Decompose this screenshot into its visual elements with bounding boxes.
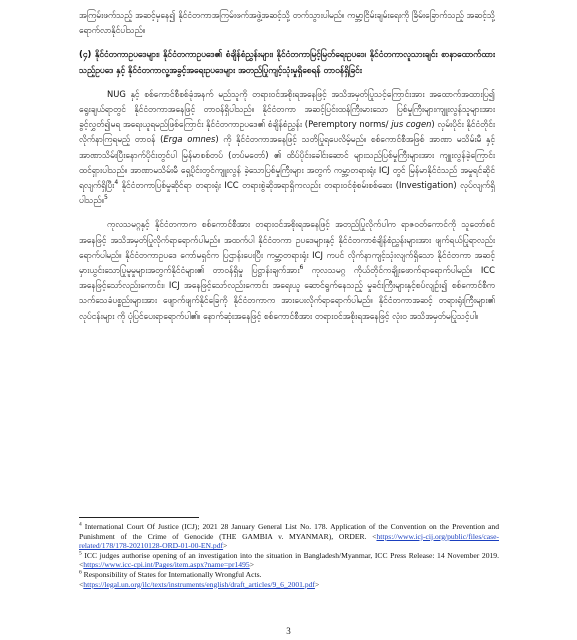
footnote-4 [79,522,499,551]
page-number: 3 [286,626,291,636]
footnotes [79,522,499,589]
section-heading: (၄) နိုင်ငံတကာဥပဒေများ၊ နိုင်ငံတကာဥပဒေ၏ စံချိန်စံညွှန်းများ၊ နိုင်ငံတကာမြင့်မြတ်ရေးဥပဒေ၊ နိုင်ငံတကာလူသားချင်း စာနာထောက်ထားသည့်ဥပဒေ နှင့် နိုင်ငံတကာလူ့အခွင့်အရေးဥပဒေများ အတည်ပြုကျင့်သုံးမှုရှိစေရန် တာဝန်ရှိခြင်း [79,49,495,75]
paragraph-un-recognition [79,217,495,323]
paragraph-nug-recognition [79,87,495,209]
footnote-ref-6[interactable]: 6 [299,264,304,272]
footnote-5 [79,551,499,570]
paragraph-text: ကုလသမဂ္ဂ ကိုယ်တိုင်ကချိုးဖောက်ရာရောက်ပါမည်။ ICC အနေဖြင့်သော်လည်းကောင်း၊ ICJ အနေဖြင့်သော်လည်းကောင်း အရေးယူ ဆောင်ရွက်နေသည့် မှုခင်းကြီးများနှင့်စပ်လျဉ်း၍ စစ်ကောင်စီက သက်သေခံပစ္စည်းများအား ဖျောက်ဖျက်နိုင်ခြေကို နိုင်ငံတကာက အားပေးလိုက်ရာရောက်ပါမည်။ နိုင်ငံတကာအဆင့် တရားရုံးကြီးများ၏ လုပ်ငန်းများ ကို ပုံပြင်ပေးရာရောက်ပါ၏။ နောက်ဆုံးအနေဖြင့် စစ်ကောင်စီအား တရားဝင်အစိုးရအနေဖြင့် လုံးဝ အသိအမှတ်မပြုသင့်ပါ။ [79,265,495,321]
term-peremptory-norms: Peremptory norms/ [308,119,392,130]
paragraph-continuation: အကြမ်းဖက်သည့် အဆင့်မှနေ၍ နိုင်ငံတကာအကြမ်းဖက်အဖွဲ့အဆင့်သို့ တက်သွားပါမည်။ ကမ္ဘာ့ငြိမ်းချမ်းရေးကို ခြိမ်းခြောက်သည့် အဆင့်သို့ရောက်လာနိုင်ပါသည်။ [79,10,495,36]
term-erga-omnes: Erga omnes [163,134,216,145]
footnote-number: 4 [79,521,82,528]
footnote-link[interactable]: https://www.icj-cij.org/public/files/case-related/178/178-20210128-ORD-01-00-EN.pdf [79,531,499,551]
paragraph-text: ကုလသမဂ္ဂနှင့် နိုင်ငံတကာက စစ်ကောင်စီအား တရားဝင်အစိုးရအနေဖြင့် အတည်ပြုလိုက်ပါက ရာဇဝတ်ကောင်ကို သူတော်စင်အနေဖြင့် အသိအမှတ်ပြုလိုက်ရာရောက်ပါမည်။ အထက်ပါ နိုင်ငံတကာ ဥပဒေများနှင့် နိုင်ငံတကာစံချိန်စံညွှန်းများအား ဖျက်ရယ်ပြုရာလည်းရောက်ပါမည်။ နိုင်ငံတကာဥပဒေ ကော်မရှင်က ပြဌာန်းပေးပြီး ကမ္ဘာ့တရားရုံး ICJ ကပင် လိုက်နာကျင့်သုံးလျက်ရှိသော နိုင်ငံတကာ အဆင့်မှားယွင်းသောပြုမူမှုများအတွက်နိုင်ငံများ၏ တာဝန်ရှိမှု ပြဋ္ဌာန်းချက်အား [79,219,495,276]
paragraph-text: နိုင်ငံတကာပြစ်မှုဆိုင်ရာ တရားရုံး ICC တရားစွဲဆိုအရာရှိကလည်း တရားဝင်စုံစမ်းစစ်ဆေး (Investigation) လုပ်လျက်ရှိပါသည်။ [79,180,495,206]
footnote-ref-5[interactable]: 5 [103,194,108,202]
footnote-bracket: < [79,579,84,589]
footnote-number: 5 [79,550,82,557]
footnote-6-link-line [79,580,499,590]
footnote-bracket: > [223,541,228,551]
footnote-bracket: > [249,560,254,570]
footnote-link[interactable]: https://legal.un.org/ilc/texts/instruments/english/draft_articles/9_6_2001.pdf [83,579,315,589]
term-jus-cogen: jus cogen [391,119,432,130]
footnote-text: International Court Of Justice (ICJ); 2021 28 January General List No. 178. Application of the Convention on the Prevention and Punishment of the Crime of Genocide (THE GAMBIA v. MYANMAR), ORDER. < [79,522,499,541]
footnote-text: Responsibility of States for Internationally Wrongful Acts. [81,569,262,579]
footnote-ref-4[interactable]: 4 [114,179,119,187]
footnote-6 [79,570,499,580]
paragraph-text: NUG နှင့် စစ်ကောင်စီစစ်ခုံအနက် မည်သူကို တရားဝင်အစိုးရအနေဖြင့် အသိအမှတ်ပြုသင့်ကြောင်းအား အထောက်အထားပြ၍ ရွေးချယ်ရာတွင် နိုင်ငံတကာအနေဖြင့် တာဝန်ရှိပါသည်။ နိုင်ငံတကာ အဆင့်ပြင်းထန်ကြီးမားသော ပြစ်မှုကြီးများကျူးလွန်သူများအား ခွင့်လွှတ်၍မရ အရေးယူရမည်ဖြစ်ကြောင်း နိုင်ငံတကာဥပဒေ၏ စံချိန်စံညွှန်း ( [79,88,495,130]
footnote-number: 6 [79,569,82,576]
paragraph-text: ) လှမ်းပိုင်း နိုင်ငံတိုင်း လိုက်နာကြရမည့် တာဝန် ( [79,119,495,145]
footnote-link[interactable]: https://www.icc-cpi.int/Pages/item.aspx?name=pr1495 [83,560,250,570]
footnote-separator [79,517,199,518]
paragraph-text: ) ကို နိုင်ငံတကာအနေဖြင့် သတိပြုရပေလိမ့်မည်။ စစ်ကောင်စီအဖြစ် အာဏာ မသိမ်းမီ နှင့် အာဏာသိမ်းပြီးနောက်ပိုင်းတွင်ပါ မြန်မာစစ်တပ် (တပ်မတော်) ၏ ထိပ်ပိုင်းခေါင်းဆောင် များသည်ပြစ်မှုကြီးများအား ကျူးလွန်ခဲ့ကြောင်းထင်ရှားပါသည်။ အာဏာမသိမ်းမီ ရှေ့ပိုင်းတွင်ကျူးလွန် ခဲ့သောပြစ်မှုကြီးများ အတွက် ကမ္ဘာ့တရားရုံး ICJ တွင် မြန်မာနိုင်ငံသည် အမှုရင်ဆိုင်ရလျက်ရှိပြီး [79,134,495,191]
footnote-bracket: > [314,579,320,589]
body-text [79,8,495,333]
footnote-text: ICC judges authorise opening of an investigation into the situation in Bangladesh/Myanmar, ICC Press Release: 14 November 2019. < [79,550,499,570]
